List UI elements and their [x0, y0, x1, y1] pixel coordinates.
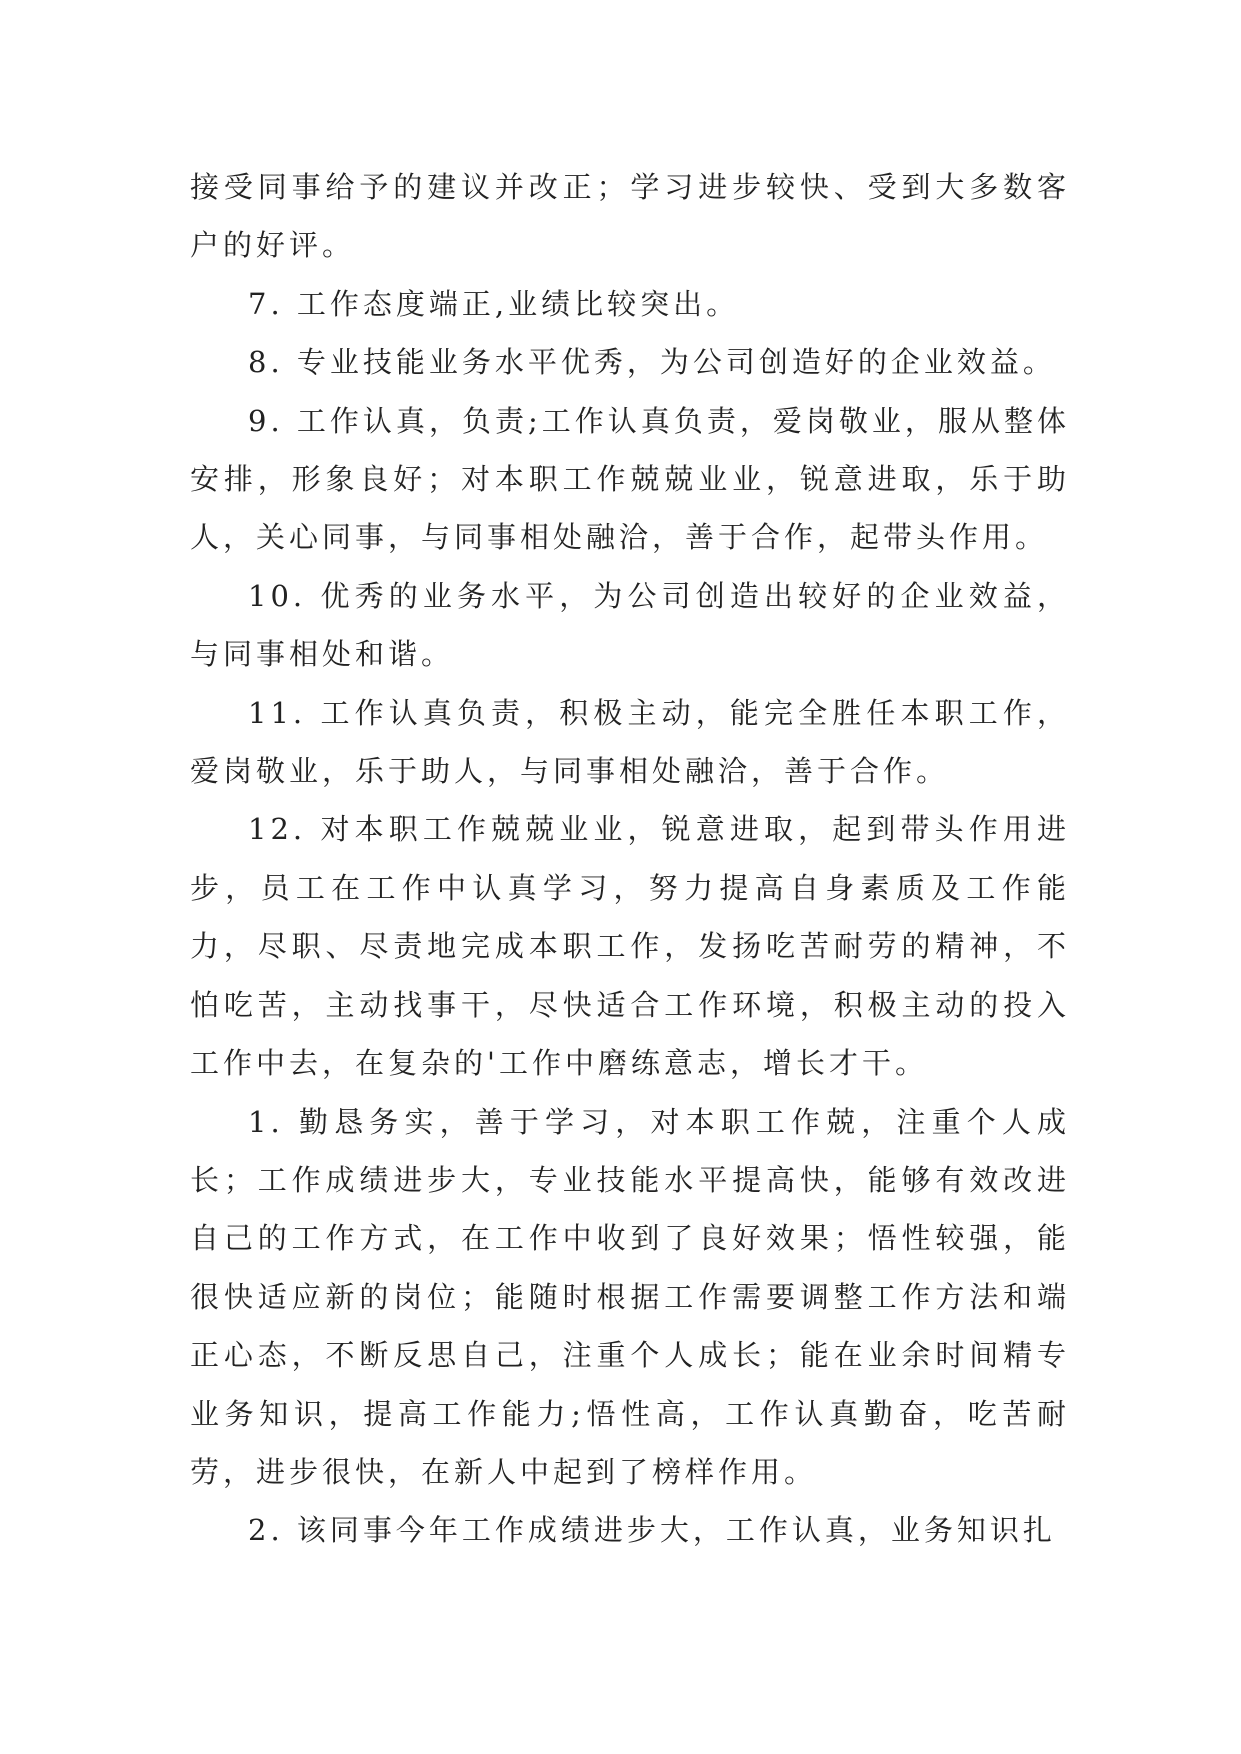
paragraph-item-8: 8. 专业技能业务水平优秀，为公司创造好的企业效益。: [248, 345, 1056, 380]
paragraph-item-1: 1. 勤恳务实，善于学习，对本职工作兢，注重个人成长；工作成绩进步大，专业技能水平提高快，能够有效改进自己的工作方式，在工作中收到了良好效果；悟性较强，能很快适应新的岗位；能随时根据工作需要调整工作方法和端正心态，不断反思自己，注重个人成长；能在业余时间精专业务知识，提高工作能力;悟性高，工作认真勤奋，吃苦耐劳，进步很快，在新人中起到了榜样作用。: [190, 1104, 1070, 1489]
paragraph-item-10: 10. 优秀的业务水平，为公司创造出较好的企业效益，与同事相处和谐。: [190, 578, 1070, 672]
paragraph-item-12: 12. 对本职工作兢兢业业，锐意进取，起到带头作用进步，员工在工作中认真学习，努力提高自身素质及工作能力，尽职、尽责地完成本职工作，发扬吃苦耐劳的精神，不怕吃苦，主动找事干，尽快适合工作环境，积极主动的投入工作中去，在复杂的'工作中磨练意志，增长才干。: [190, 812, 1070, 1081]
document-body: [190, 158, 1070, 1560]
paragraph-item-11: 11. 工作认真负责，积极主动，能完全胜任本职工作，爱岗敬业，乐于助人，与同事相处融洽，善于合作。: [190, 695, 1070, 789]
paragraph-item-2: 2. 该同事今年工作成绩进步大，工作认真，业务知识扎: [248, 1513, 1056, 1548]
paragraph-item-7: 7. 工作态度端正,业绩比较突出。: [248, 286, 740, 321]
paragraph-continued: 接受同事给予的建议并改正；学习进步较快、受到大多数客户的好评。: [190, 170, 1070, 263]
paragraph-item-9: 9. 工作认真，负责;工作认真负责，爱岗敬业，服从整体安排，形象良好；对本职工作兢兢业业，锐意进取，乐于助人，关心同事，与同事相处融洽，善于合作，起带头作用。: [190, 403, 1070, 555]
